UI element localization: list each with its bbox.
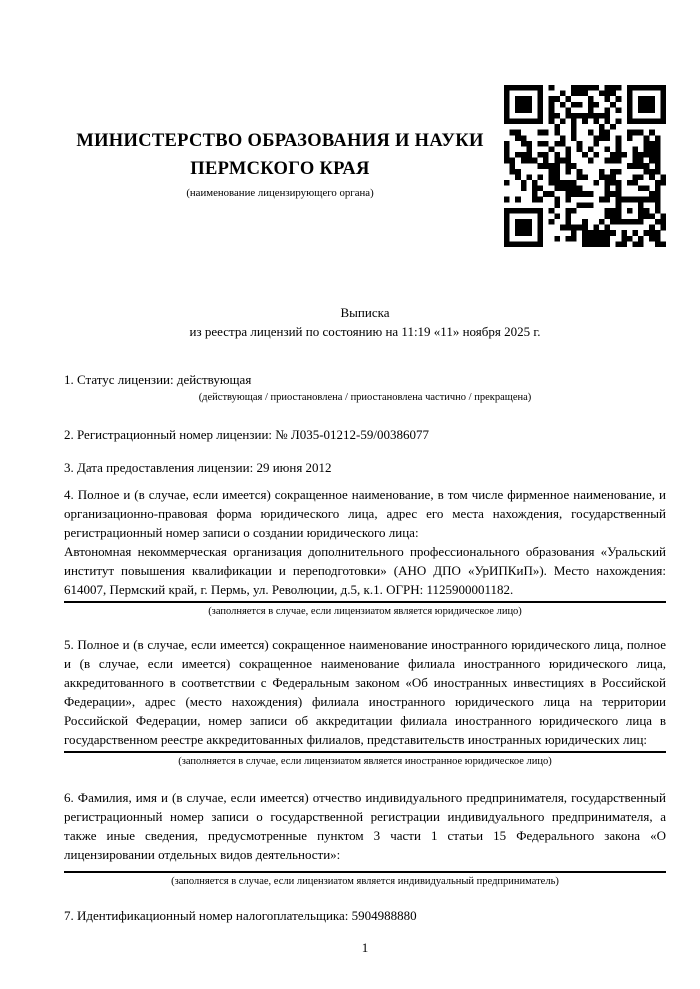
blank-field-line: [64, 751, 666, 753]
item-4-text: 4. Полное и (в случае, если имеется) сокращенное наименование, в том числе фирменное наименование, и организационно-правовая форма юридического лица, адрес его места нахождения, государственный регистрационный номер записи о создании юридического лица:: [64, 487, 666, 540]
extract-title-line2: из реестра лицензий по состоянию на 11:19 «11» ноября 2025 г.: [189, 324, 541, 339]
page-number: 1: [361, 940, 369, 955]
item-1-text: 1. Статус лицензии: действующая: [64, 372, 252, 387]
license-item-5: [64, 635, 666, 769]
extract-title-line1: Выписка: [340, 305, 390, 320]
item-1-note: (действующая / приостановлена / приостановлена частично / прекращена): [198, 392, 532, 403]
item-3-text: 3. Дата предоставления лицензии: 29 июня 2012: [64, 460, 332, 475]
license-item-4: [64, 485, 666, 619]
document-header: [64, 0, 666, 247]
ministry-caption: (наименование лицензирующего органа): [186, 187, 374, 199]
item-7-text: 7. Идентификационный номер налогоплательщика: 5904988880: [64, 908, 417, 923]
blank-field-line: [64, 601, 666, 603]
item-6-note: (заполняется в случае, если лицензиатом является индивидуальный предприниматель): [171, 876, 559, 887]
licensing-authority: [64, 85, 496, 200]
license-item-7: [64, 906, 666, 925]
item-2-text: 2. Регистрационный номер лицензии: № Л035-01212-59/00386077: [64, 427, 430, 442]
license-item-2: [64, 425, 666, 444]
ministry-name-line1: МИНИСТЕРСТВО ОБРАЗОВАНИЯ И НАУКИ: [76, 131, 484, 151]
extract-body: [64, 370, 666, 925]
item-6-text: 6. Фамилия, имя и (в случае, если имеется) отчество индивидуального предпринимателя, государственный регистрационный номер записи о государственной регистрации индивидуального предпринимателя, а также иные сведения, предусмотренные пунктом 3 части 1 статьи 15 Федерального закона «О лицензировании отдельных видов деятельности»:: [64, 790, 666, 862]
license-item-6: [64, 788, 666, 889]
item-5-note: (заполняется в случае, если лицензиатом является иностранное юридическое лицо): [178, 756, 552, 767]
license-item-3: [64, 458, 666, 477]
item-5-text: 5. Полное и (в случае, если имеется) сокращенное наименование иностранного юридического лица, полное и (в случае, если имеется) сокращенное наименование филиала иностранного юридического лица, аккредитованного в соответствии с Федеральным законом «Об иностранных инвестициях в Российской Федерации», адрес (место нахождения) филиала иностранного юридического лица на территории Российской Федерации, номер записи об аккредитации филиала иностранного юридического лица в государственном реестре аккредитованных филиалов, представительств иностранных юридических лиц:: [64, 637, 666, 747]
qr-code: [504, 85, 666, 247]
qr-code-pattern: [504, 85, 666, 247]
blank-field-line: [64, 871, 666, 873]
extract-title: [64, 303, 666, 341]
ministry-name-line2: ПЕРМСКОГО КРАЯ: [190, 159, 370, 179]
license-item-1: [64, 370, 666, 405]
item-4-value: Автономная некоммерческая организация дополнительного профессионального образования «Уральский институт повышения квалификации и переподготовки» (АНО ДПО «УрИПКиП»). Место нахождения: 614007, Пермский край, г. Пермь, ул. Революции, д.5, к.1. ОГРН: 1125900001182.: [64, 544, 666, 597]
item-4-note: (заполняется в случае, если лицензиатом является юридическое лицо): [208, 606, 522, 617]
